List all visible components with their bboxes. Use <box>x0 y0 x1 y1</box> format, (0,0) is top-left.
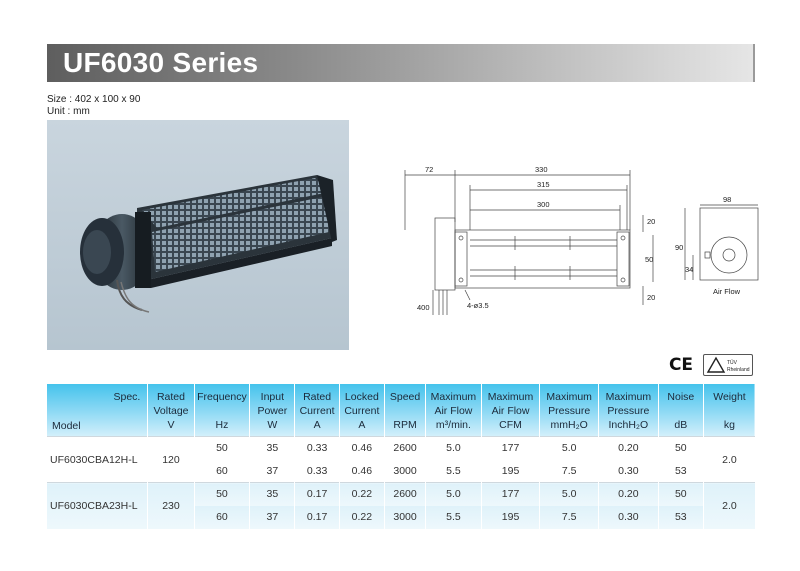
locked-current-cell: 0.22 <box>339 483 384 506</box>
dim-90: 90 <box>675 243 684 252</box>
header-max-airflow-cfm: Maximum Air Flow CFM <box>481 384 540 437</box>
ce-mark: CE <box>668 355 694 375</box>
table-group-1 <box>47 437 755 483</box>
airflow-m3-cell: 5.0 <box>426 483 482 506</box>
locked-current-cell: 0.46 <box>339 437 384 460</box>
table-group-2 <box>47 483 755 529</box>
header-noise: Noise dB <box>658 384 703 437</box>
dim-72: 72 <box>425 165 434 174</box>
tuv-text-1: TÜV <box>727 360 737 366</box>
pressure-mm-cell: 7.5 <box>540 460 599 483</box>
size-label: Size : 402 x 100 x 90 <box>47 94 141 105</box>
noise-cell: 53 <box>658 506 703 529</box>
header-model: Model <box>52 420 81 432</box>
dim-400: 400 <box>417 303 430 312</box>
pressure-inch-cell: 0.30 <box>599 506 659 529</box>
dim-98: 98 <box>723 195 732 204</box>
speed-cell: 2600 <box>384 483 425 506</box>
cross-flow-fan-illustration <box>47 120 349 350</box>
size-info <box>47 94 140 118</box>
power-cell: 35 <box>250 437 295 460</box>
tuv-text-2: Rheinland <box>727 367 750 373</box>
airflow-cfm-cell: 195 <box>481 506 540 529</box>
power-cell: 37 <box>250 506 295 529</box>
dim-300: 300 <box>537 200 550 209</box>
airflow-m3-cell: 5.0 <box>426 437 482 460</box>
pressure-mm-cell: 7.5 <box>540 506 599 529</box>
pressure-mm-cell: 5.0 <box>540 483 599 506</box>
locked-current-cell: 0.46 <box>339 460 384 483</box>
dim-330: 330 <box>535 165 548 174</box>
airflow-cfm-cell: 177 <box>481 437 540 460</box>
noise-cell: 53 <box>658 460 703 483</box>
header-locked-current: Locked Current A <box>339 384 384 437</box>
speed-cell: 3000 <box>384 506 425 529</box>
rated-current-cell: 0.17 <box>295 506 339 529</box>
freq-cell: 50 <box>194 437 250 460</box>
weight-cell: 2.0 <box>703 437 755 483</box>
dim-20-top: 20 <box>647 217 656 226</box>
page-title: UF6030 Series <box>63 47 259 78</box>
locked-current-cell: 0.22 <box>339 506 384 529</box>
freq-cell: 60 <box>194 506 250 529</box>
title-bar <box>47 44 755 82</box>
spec-table <box>47 384 755 529</box>
pressure-inch-cell: 0.30 <box>599 460 659 483</box>
airflow-m3-cell: 5.5 <box>426 460 482 483</box>
pressure-inch-cell: 0.20 <box>599 437 659 460</box>
header-frequency: Frequency Hz <box>194 384 250 437</box>
title-bar-edge <box>753 44 755 82</box>
airflow-cfm-cell: 177 <box>481 483 540 506</box>
power-cell: 37 <box>250 460 295 483</box>
header-max-pressure-inch: Maximum Pressure InchH₂O <box>599 384 659 437</box>
voltage-cell: 230 <box>148 483 194 529</box>
model-cell: UF6030CBA23H-L <box>47 483 148 529</box>
airflow-cfm-cell: 195 <box>481 460 540 483</box>
header-rated-voltage: Rated Voltage V <box>148 384 194 437</box>
product-photo <box>47 120 349 350</box>
pressure-mm-cell: 5.0 <box>540 437 599 460</box>
model-cell: UF6030CBA12H-L <box>47 437 148 483</box>
table-header-row <box>47 384 755 437</box>
noise-cell: 50 <box>658 483 703 506</box>
header-max-airflow-m3: Maximum Air Flow m³/min. <box>426 384 482 437</box>
header-spec: Spec. <box>113 391 141 403</box>
noise-cell: 50 <box>658 437 703 460</box>
technical-drawing <box>395 160 775 320</box>
dim-hole: 4-ø3.5 <box>467 301 489 310</box>
tuv-triangle-icon <box>704 355 752 375</box>
table-row <box>47 483 755 506</box>
header-max-pressure-mm: Maximum Pressure mmH₂O <box>540 384 599 437</box>
tuv-mark <box>703 354 753 376</box>
airflow-m3-cell: 5.5 <box>426 506 482 529</box>
freq-cell: 50 <box>194 483 250 506</box>
unit-label: Unit : mm <box>47 106 90 117</box>
dim-315: 315 <box>537 180 550 189</box>
dim-20-bottom: 20 <box>647 293 656 302</box>
speed-cell: 3000 <box>384 460 425 483</box>
power-cell: 35 <box>250 483 295 506</box>
header-spec-model <box>47 384 148 437</box>
rated-current-cell: 0.17 <box>295 483 339 506</box>
dim-34: 34 <box>685 265 694 274</box>
dim-50: 50 <box>645 255 654 264</box>
header-weight: Weight kg <box>703 384 755 437</box>
speed-cell: 2600 <box>384 437 425 460</box>
rated-current-cell: 0.33 <box>295 437 339 460</box>
freq-cell: 60 <box>194 460 250 483</box>
header-input-power: Input Power W <box>250 384 295 437</box>
rated-current-cell: 0.33 <box>295 460 339 483</box>
airflow-label: Air Flow <box>713 287 741 296</box>
weight-cell: 2.0 <box>703 483 755 529</box>
voltage-cell: 120 <box>148 437 194 483</box>
table-row <box>47 437 755 460</box>
header-rated-current: Rated Current A <box>295 384 339 437</box>
header-speed: Speed RPM <box>384 384 425 437</box>
pressure-inch-cell: 0.20 <box>599 483 659 506</box>
